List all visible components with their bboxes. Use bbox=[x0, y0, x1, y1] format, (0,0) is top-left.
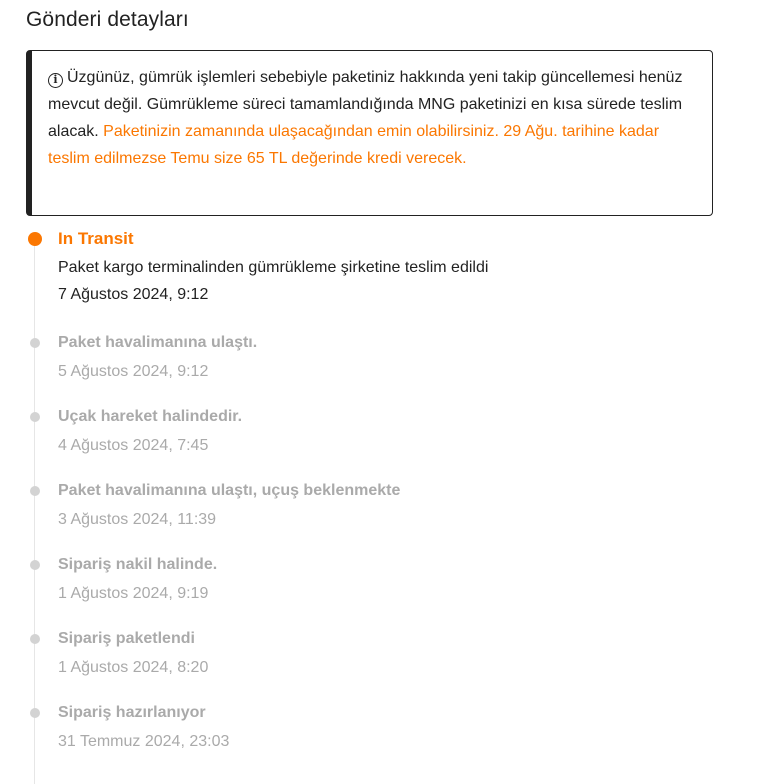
event-status: Sipariş nakil halinde. bbox=[58, 556, 218, 573]
event-description: Paket kargo terminalinden gümrükleme şirketine teslim edildi bbox=[58, 259, 489, 276]
timeline-dot bbox=[30, 412, 40, 422]
event-time: 4 Ağustos 2024, 7:45 bbox=[58, 437, 209, 454]
customs-notice bbox=[26, 50, 713, 216]
timeline-line bbox=[34, 244, 35, 784]
event-status: Uçak hareket halindedir. bbox=[58, 408, 243, 425]
info-icon: i bbox=[48, 73, 63, 88]
event-time: 7 Ağustos 2024, 9:12 bbox=[58, 286, 209, 303]
timeline-dot-active bbox=[28, 232, 42, 246]
page-title: Gönderi detayları bbox=[26, 8, 189, 31]
event-status: Sipariş paketlendi bbox=[58, 630, 195, 647]
timeline-dot bbox=[30, 560, 40, 570]
event-status: Paket havalimanına ulaştı. bbox=[58, 334, 258, 351]
event-time: 5 Ağustos 2024, 9:12 bbox=[58, 363, 209, 380]
event-status: Paket havalimanına ulaştı, uçuş beklenmekte bbox=[58, 482, 401, 499]
timeline-dot bbox=[30, 338, 40, 348]
timeline-dot bbox=[30, 634, 40, 644]
event-time: 1 Ağustos 2024, 8:20 bbox=[58, 659, 209, 676]
event-time: 3 Ağustos 2024, 11:39 bbox=[58, 511, 217, 528]
event-time: 1 Ağustos 2024, 9:19 bbox=[58, 585, 209, 602]
notice-highlight: Paketinizin zamanında ulaşacağından emin olabilirsiniz. 29 Ağu. tarihine kadar teslim edilmezse Temu size 65 TL değerinde kredi verecek. bbox=[48, 123, 660, 167]
notice-text: Üzgünüz, gümrük işlemleri sebebiyle paketiniz hakkında yeni takip güncellemesi henüz mevcut değil. Gümrükleme süreci tamamlandığında MNG paketinizi en kısa sürede teslim alacak. bbox=[48, 69, 683, 140]
timeline-dot bbox=[30, 708, 40, 718]
event-status: Sipariş hazırlanıyor bbox=[58, 704, 206, 721]
event-time: 31 Temmuz 2024, 23:03 bbox=[58, 733, 230, 750]
event-status: In Transit bbox=[58, 229, 134, 248]
timeline-dot bbox=[30, 486, 40, 496]
